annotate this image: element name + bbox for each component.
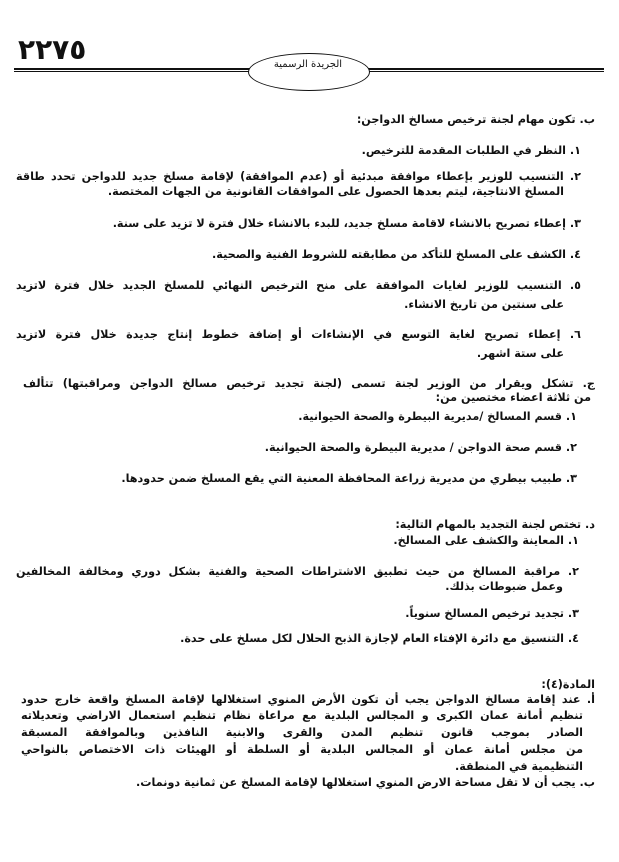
article-paragraph-line: أ. عند إقامة مسالخ الدواجن يجب أن تكون الأرض المنوي استغلالها لإقامة المسلخ واقعة خارج حدود [21,693,595,706]
article-paragraph-line: ب. يجب أن لا تقل مساحة الارض المنوي استغلالها لإقامة المسلخ عن ثمانية دونمات. [136,776,595,789]
list-item-continuation: على سنتين من تاريخ الانشاء. [404,298,564,311]
article-paragraph-line: الصادر بموجب قانون تنظيم المدن والقرى والابنية النافذين وبالموافقة المسبقة [21,726,583,739]
list-item: ٦. إعطاء تصريح لغاية التوسع في الإنشاءات أو إضافة خطوط إنتاج جديدة خلال فترة لاتزيد [16,328,581,341]
gazette-title: الجريدة الرسمية [273,59,343,70]
list-item: ٢. التنسيب للوزير بإعطاء موافقة مبدئية أو (عدم الموافقة) لإقامة مسلخ جديد للدواجن تحدد طاقة [16,170,581,183]
list-item: ٥. التنسيب للوزير لغايات الموافقة على منح الترخيص النهائي للمسلخ الجديد خلال فترة لاتزيد [16,279,581,292]
article-paragraph-line: تنظيم أمانة عمان الكبرى و المجالس البلدية مع مراعاة نظام تنظيم استعمال الاراضي وتعديلاته [21,709,583,722]
list-item: ١. المعاينة والكشف على المسالخ. [393,534,579,547]
list-item: ٢. مراقبة المسالخ من حيث تطبيق الاشتراطات الصحية والفنية بشكل دوري ومخالفة المخالفين [16,565,579,578]
section-d-heading: د. تختص لجنة التجديد بالمهام التالية: [395,518,595,531]
list-item: ٣. طبيب بيطري من مديرية زراعة المحافظة المعنية التي يقع المسلخ ضمن حدودها. [121,472,577,485]
section-b-heading: ب. تكون مهام لجنة ترخيص مسالخ الدواجن: [356,113,595,126]
list-item-continuation: على ستة اشهر. [476,347,564,360]
article-heading: المادة(٤): [541,678,595,691]
list-item-continuation: المسلخ الانتاجية، ليتم بعدها الحصول على الموافقات القانونية من الجهات المختصة. [107,185,564,198]
list-item: ٣. إعطاء تصريح بالانشاء لاقامة مسلخ جديد، للبدء بالانشاء خلال فترة لا تزيد على سنة. [112,217,581,230]
list-item: ١. النظر في الطلبات المقدمة للترخيص. [361,144,581,157]
list-item: ٣. تجديد ترخيص المسالخ سنوياً. [405,607,579,620]
list-item-continuation: وعمل ضبوطات بذلك. [445,580,563,593]
article-paragraph-line: التنظيمية في المنطقة. [454,760,583,773]
page-number: ٢٢٧٥ [18,33,87,66]
list-item: ٤. التنسيق مع دائرة الإفتاء العام لإجازة الذبح الحلال لكل مسلخ على حدة. [180,632,579,645]
list-item: ٤. الكشف على المسلخ للتأكد من مطابقته للشروط الفنية والصحية. [212,248,581,261]
list-item: ٢. قسم صحة الدواجن / مديرية البيطرة والصحة الحيوانية. [264,441,577,454]
section-c-heading-continuation: من ثلاثة اعضاء مختصين من: [435,391,591,404]
article-paragraph-line: من مجلس أمانة عمان أو المجالس البلدية أو السلطة أو الهيئات ذات الاختصاص بالنواحي [21,743,583,756]
section-c-heading: ج. تشكل ويقرار من الوزير لجنة تسمى (لجنة تجديد ترخيص مسالخ الدواجن ومراقبتها) تتألف [23,377,595,390]
list-item: ١. قسم المسالخ /مديرية البيطرة والصحة الحيوانية. [298,410,577,423]
